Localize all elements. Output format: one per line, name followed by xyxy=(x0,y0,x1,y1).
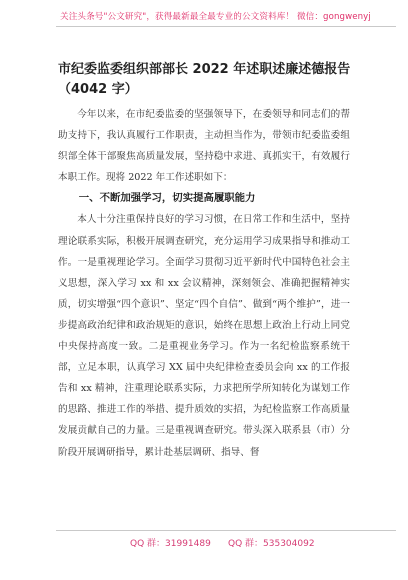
document-body xyxy=(58,104,350,463)
footer-qq-group-2: QQ 群：535304092 xyxy=(228,539,315,549)
intro-paragraph: 今年以来，在市纪委监委的坚强领导下，在委领导和同志们的帮助支持下，我认真履行工作职责，主动担当作为，带领市纪委监委组织部全体干部聚焦高质量发展，坚持稳中求进、真抓实干，有效履行本职工作。现将 2022 年工作述职如下： xyxy=(58,109,350,184)
footer-divider xyxy=(56,530,396,531)
footer-qq-group-1: QQ 群：31991489 xyxy=(130,539,211,549)
header-banner: 关注头条号"公文研究"，获得最新最全最专业的公文资料库！ 微信：gongwenyj xyxy=(60,12,371,22)
section-heading: 一、不断加强学习，切实提高履职能力 xyxy=(78,192,256,205)
section-paragraph: 本人十分注重保持良好的学习习惯，在日常工作和生活中，坚持理论联系实际，积极开展调查研究，充分运用学习成果指导和推动工作。一是重视理论学习。全面学习贯彻习近平新时代中国特色社会主义思想，深入学习 xx 和 xx 会议精神，深刻领会、准确把握精神实质，切实增强“四个意识”、坚定“四个自信”、做到“两个维护”，进一步提高政治纪律和政治规矩的意识，始终在思想上政治上行动上同党中央保持高度一致。二是重视业务学习。作为一名纪检监察系统干部，立足本职，认真学习 XX 届中央纪律检查委员会向 xx 的工作报告和 xx 精神，注重理论联系实际，力求把所学所知转化为谋划工作的思路、推进工作的举措、提升质效的实招，为纪检监察工作高质量发展贡献自己的力量。三是重视调查研究。带头深入联系县（市）分阶段开展调研指导，累计赴基层调研、指导、督 xyxy=(58,214,350,458)
header-divider xyxy=(56,26,396,27)
document-title: 市纪委监委组织部部长 2022 年述职述廉述德报告（4042 字） xyxy=(58,62,351,97)
